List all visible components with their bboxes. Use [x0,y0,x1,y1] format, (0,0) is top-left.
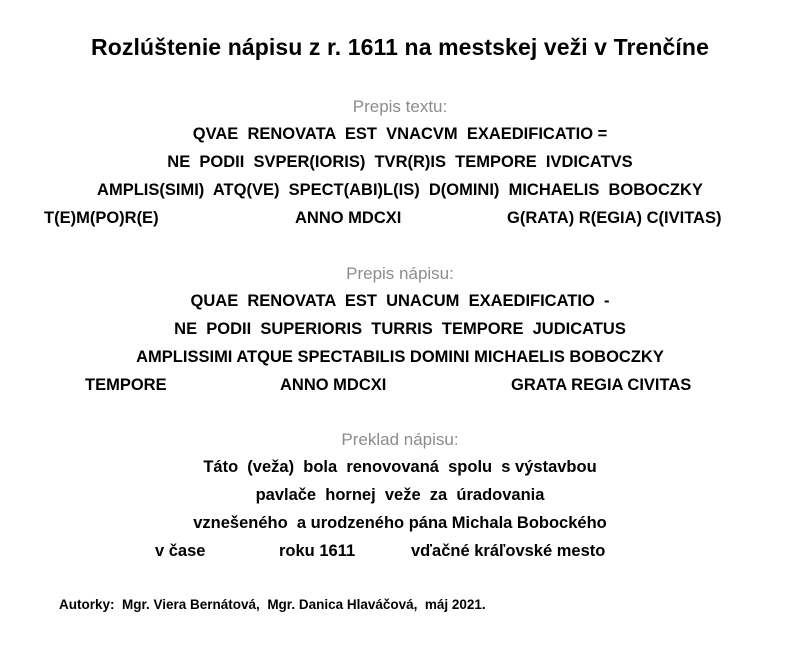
transcription-line-4-city: G(RATA) R(EGIA) C(IVITAS) [507,209,722,227]
transcription-line-1: QVAE RENOVATA EST VNACVM EXAEDIFICATIO = [192,125,608,143]
translation-line-4-time: v čase [155,542,206,560]
authors-credit: Autorky: Mgr. Viera Bernátová, Mgr. Danica Hlaváčová, máj 2021. [59,597,486,612]
inscription-line-2: NE PODII SUPERIORIS TURRIS TEMPORE JUDICATUS [174,320,626,338]
inscription-line-3: AMPLISSIMI ATQUE SPECTABILIS DOMINI MICHAELIS BOBOCZKY [136,348,664,366]
page-title: Rozlúštenie nápisu z r. 1611 na mestskej veži v Trenčíne [91,34,709,60]
inscription-heading: Prepis nápisu: [346,264,454,283]
inscription-line-4-city: GRATA REGIA CIVITAS [511,376,692,394]
transcription-line-3: AMPLIS(SIMI) ATQ(VE) SPECT(ABI)L(IS) D(OMINI) MICHAELIS BOBOCZKY [97,181,703,199]
translation-heading: Preklad nápisu: [341,430,459,449]
translation-line-2: pavlače hornej veže za úradovania [255,486,545,504]
translation-line-1: Táto (veža) bola renovovaná spolu s výstavbou [203,458,597,476]
translation-line-4-city: vďačné kráľovské mesto [411,542,606,560]
inscription-line-4-time: TEMPORE [85,376,167,394]
inscription-line-1: QUAE RENOVATA EST UNACUM EXAEDIFICATIO - [190,292,610,310]
inscription-line-4-year: ANNO MDCXI [280,376,387,394]
transcription-heading: Prepis textu: [352,97,448,116]
translation-line-3: vznešeného a urodzeného pána Michala Bobockého [193,514,607,532]
translation-line-4-year: roku 1611 [279,542,356,560]
transcription-line-4-year: ANNO MDCXI [295,209,402,227]
transcription-line-2: NE PODII SVPER(IORIS) TVR(R)IS TEMPORE IVDICATVS [167,153,633,171]
transcription-line-4-time: T(E)M(PO)R(E) [44,209,159,227]
